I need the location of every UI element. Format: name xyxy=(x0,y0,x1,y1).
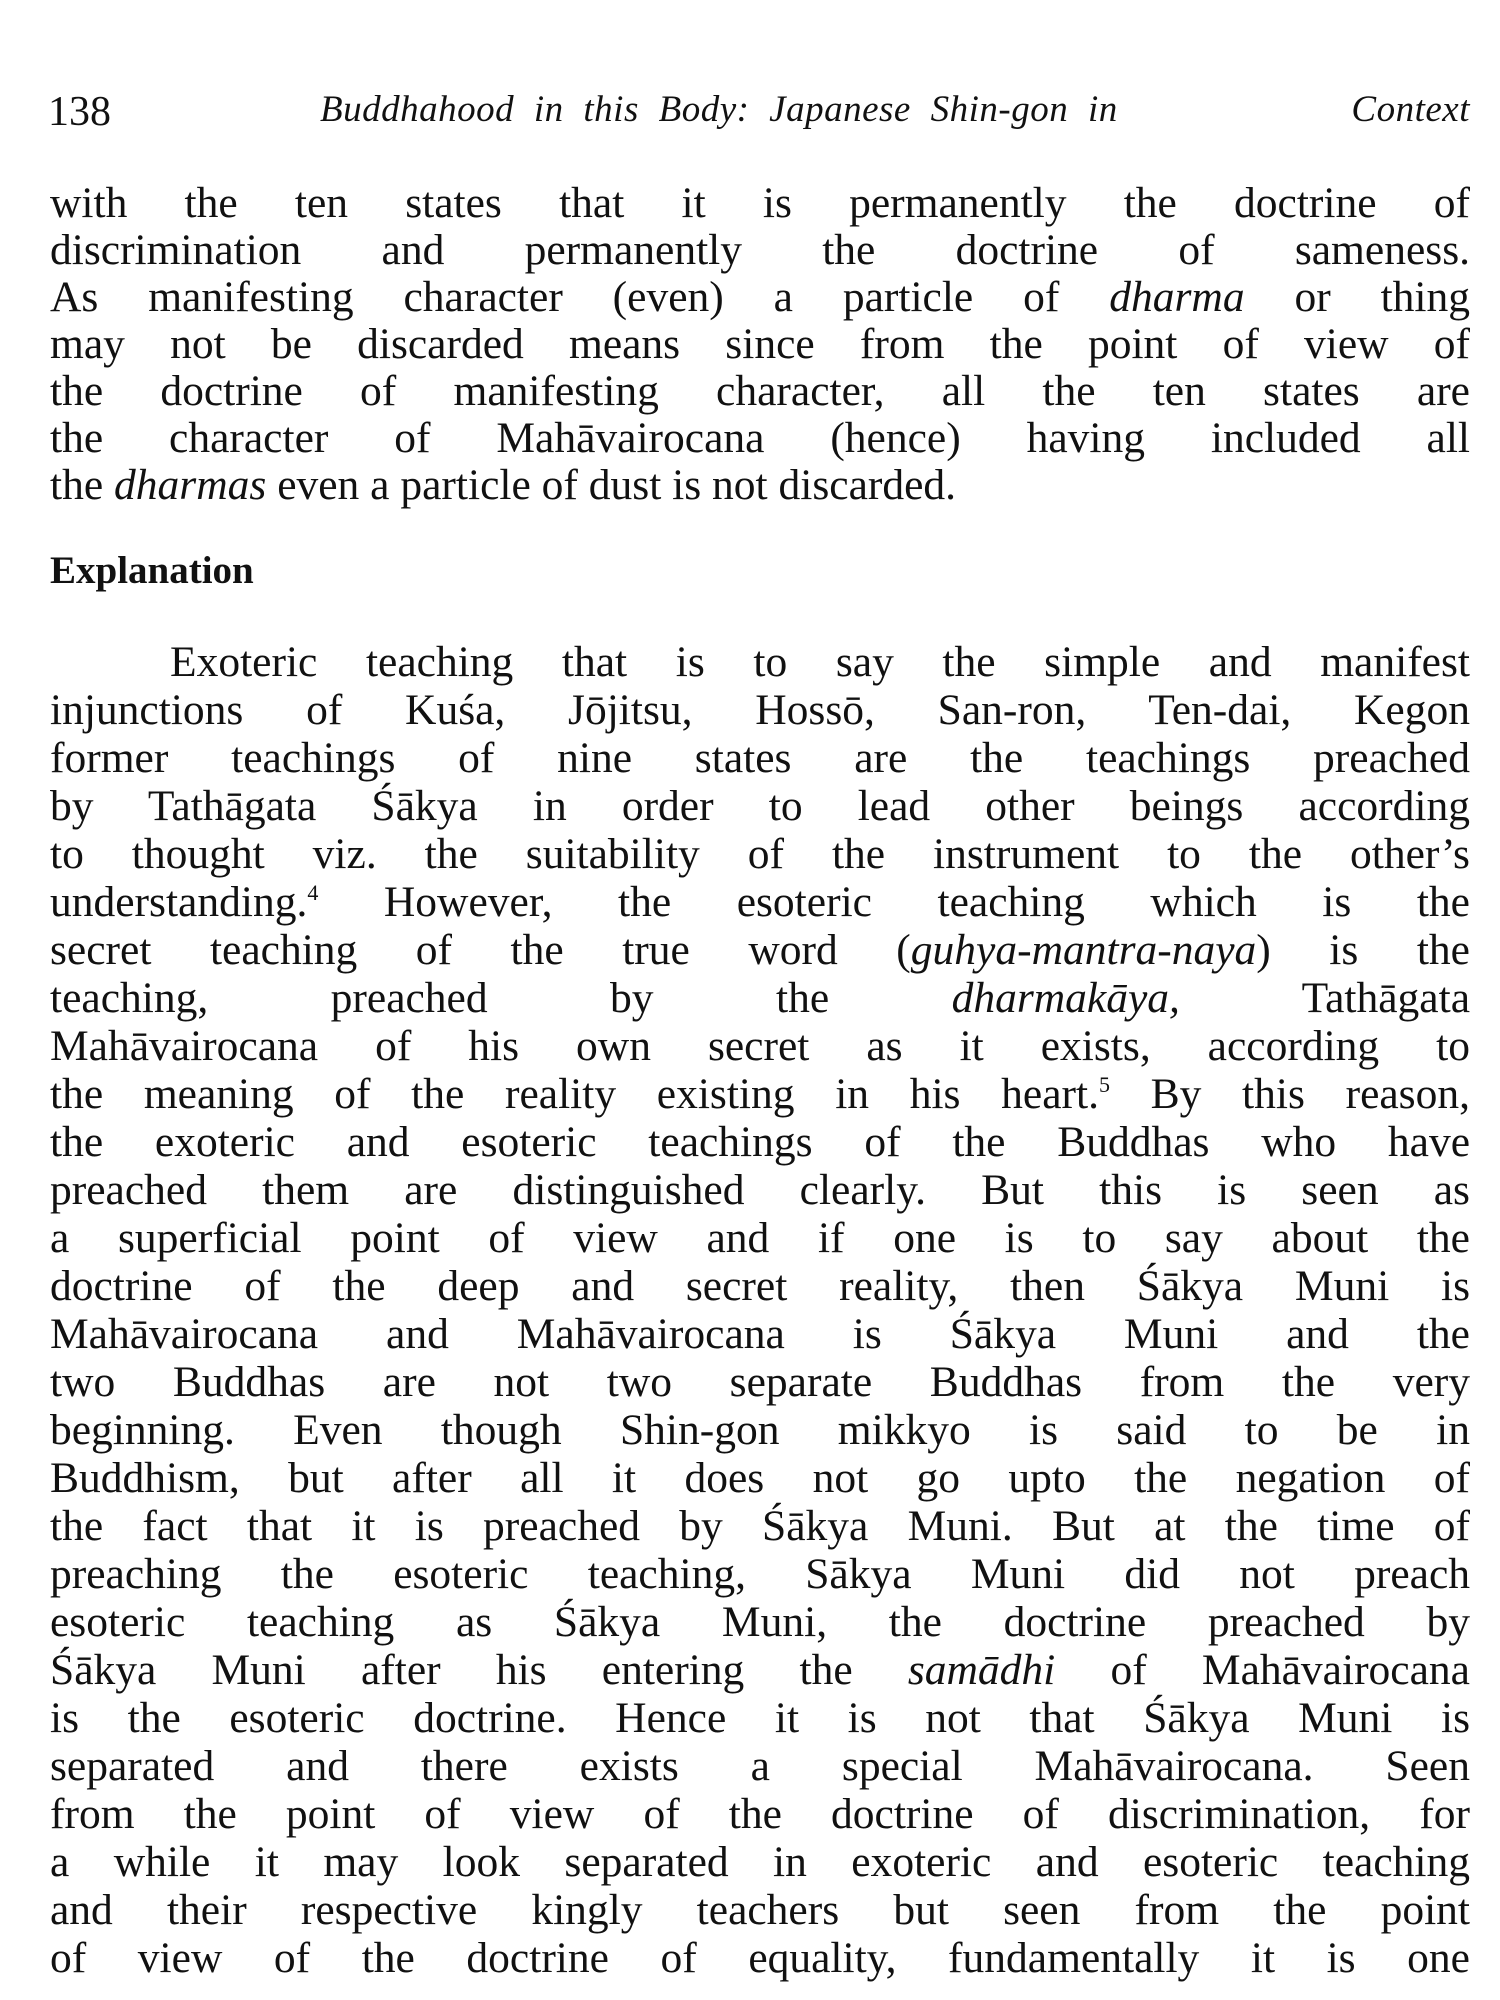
text-line: injunctions of Kuśa, Jōjitsu, Hossō, San-ron, Ten-dai, Kegon xyxy=(50,686,1470,734)
text-line: preaching the esoteric teaching, Sākya Muni did not preach xyxy=(50,1550,1470,1598)
text-line: with the ten states that it is permanently the doctrine of xyxy=(50,179,1470,227)
footnote-marker: 5 xyxy=(1098,1072,1110,1097)
text-line: Buddhism, but after all it does not go upto the negation of xyxy=(50,1454,1470,1502)
text-line: a superficial point of view and if one is to say about the xyxy=(50,1214,1470,1262)
text-line: is the esoteric doctrine. Hence it is not that Śākya Muni is xyxy=(50,1694,1470,1742)
text-line: Mahāvairocana and Mahāvairocana is Śākya Muni and the xyxy=(50,1310,1470,1358)
text-line: and their respective kingly teachers but seen from the point xyxy=(50,1886,1470,1934)
text-line: the fact that it is preached by Śākya Muni. But at the time of xyxy=(50,1502,1470,1550)
text-line: beginning. Even though Shin-gon mikkyo is said to be in xyxy=(50,1406,1470,1454)
page-number: 138 xyxy=(48,89,111,135)
footnote-marker: 4 xyxy=(307,880,319,905)
opening-paragraph xyxy=(50,180,1470,509)
text-line: Mahāvairocana of his own secret as it exists, according to xyxy=(50,1022,1470,1070)
body-paragraph xyxy=(50,638,1470,1982)
text-line: separated and there exists a special Mahāvairocana. Seen xyxy=(50,1742,1470,1790)
text-line: to thought viz. the suitability of the instrument to the other’s xyxy=(50,830,1470,878)
text-line: As manifesting character (even) a particle of dharma or thing xyxy=(50,273,1470,321)
text-line: esoteric teaching as Śākya Muni, the doctrine preached by xyxy=(50,1598,1470,1646)
text-line: Śākya Muni after his entering the samādhi of Mahāvairocana xyxy=(50,1646,1470,1694)
text-line: the meaning of the reality existing in his heart.$^5$ By this reason, xyxy=(50,1070,1470,1118)
text-line: may not be discarded means since from the point of view of xyxy=(50,320,1470,368)
text-line: by Tathāgata Śākya in order to lead other beings according xyxy=(50,782,1470,830)
running-section: Context xyxy=(1351,89,1470,130)
text-line: discrimination and permanently the doctrine of sameness. xyxy=(50,226,1470,274)
text-line: secret teaching of the true word (guhya-mantra-naya) is the xyxy=(50,926,1470,974)
text-line: teaching, preached by the dharmakāya, Tathāgata xyxy=(50,974,1471,1022)
text-line: two Buddhas are not two separate Buddhas from the very xyxy=(50,1358,1470,1406)
running-title: Buddhahood in this Body: Japanese Shin-gon in xyxy=(320,89,1118,130)
text-line: of view of the doctrine of equality, fundamentally it is one xyxy=(50,1934,1470,1982)
section-heading: Explanation xyxy=(50,549,254,592)
text-line: the doctrine of manifesting character, all the ten states are xyxy=(50,367,1470,415)
text-line: preached them are distinguished clearly. But this is seen as xyxy=(50,1166,1470,1214)
text-line: doctrine of the deep and secret reality, then Śākya Muni is xyxy=(50,1262,1470,1310)
text-line: the character of Mahāvairocana (hence) having included all xyxy=(50,414,1470,462)
text-line: understanding.$^4$ However, the esoteric teaching which is the xyxy=(50,878,1470,926)
text-line: a while it may look separated in exoteric and esoteric teaching xyxy=(50,1838,1470,1886)
text-line: the dharmas even a particle of dust is not discarded. xyxy=(50,461,957,509)
text-line: former teachings of nine states are the teachings preached xyxy=(50,734,1470,782)
text-line: from the point of view of the doctrine of discrimination, for xyxy=(50,1790,1470,1838)
text-line: the exoteric and esoteric teachings of the Buddhas who have xyxy=(50,1118,1470,1166)
running-header xyxy=(48,88,1470,138)
text-line: Exoteric teaching that is to say the simple and manifest xyxy=(170,638,1470,686)
